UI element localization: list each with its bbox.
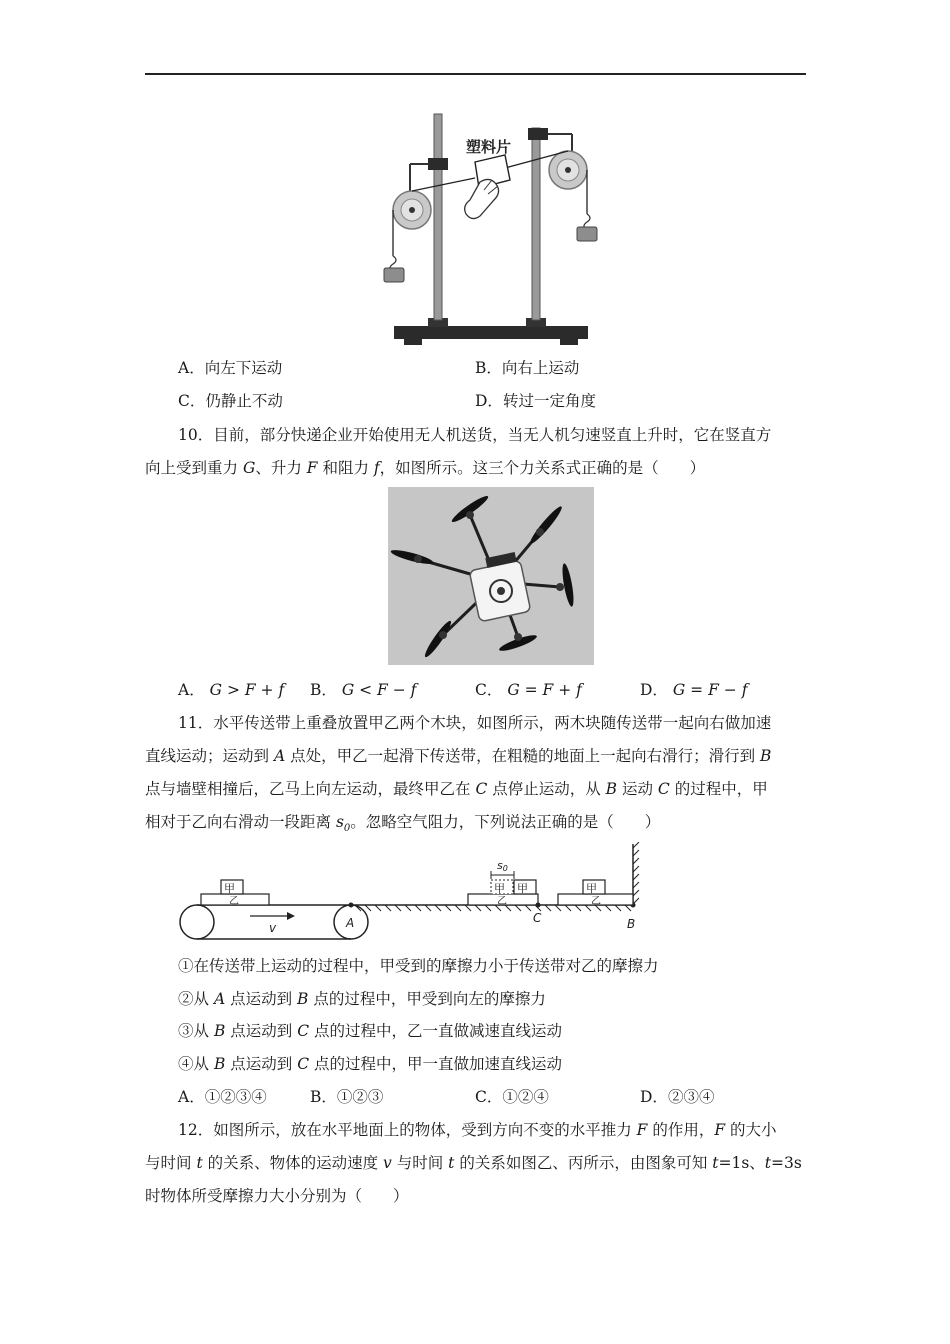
q11-line-4: 相对于乙向右滑动一段距离 $s_0$。忽略空气阻力，下列说法正确的是（ ） bbox=[145, 813, 661, 835]
q10-option-a[interactable]: A． G > F + f bbox=[178, 681, 285, 699]
block-top-2: 甲 bbox=[517, 882, 528, 895]
drone-photo bbox=[388, 487, 594, 665]
q11-option-b[interactable]: B．①②③ bbox=[310, 1088, 384, 1106]
q11-line-1: 11．水平传送带上重叠放置甲乙两个木块，如图所示，两木块随传送带一起向右做加速 bbox=[178, 714, 772, 732]
q11-statement-1: ①在传送带上运动的过程中，甲受到的摩擦力小于传送带对乙的摩擦力 bbox=[178, 957, 659, 975]
plastic-card-label: 塑料片 bbox=[466, 138, 512, 156]
q10-line-2: 向上受到重力 G、升力 F 和阻力 f，如图所示。这三个力关系式正确的是（ ） bbox=[145, 459, 706, 477]
q10-option-d[interactable]: D． G = F − f bbox=[640, 681, 748, 699]
q9-option-a[interactable]: A．向左下运动 bbox=[178, 359, 283, 377]
left-roller bbox=[180, 905, 214, 939]
q12-line-3: 时物体所受摩擦力大小分别为（ ） bbox=[145, 1187, 409, 1205]
q11-option-c[interactable]: C．①②④ bbox=[475, 1088, 549, 1106]
label-v: v bbox=[269, 921, 277, 935]
block-top-ghost: 甲 bbox=[494, 882, 505, 895]
q11-line-2: 直线运动；运动到 A 点处，甲乙一起滑下传送带，在粗糙的地面上一起向右滑行；滑行到 B bbox=[145, 747, 772, 765]
block-bottom-1: 乙 bbox=[229, 896, 239, 907]
q10-line-1: 10．目前，部分快递企业开始使用无人机送货，当无人机匀速竖直上升时，它在竖直方 bbox=[178, 426, 772, 444]
q11-line-3: 点与墙壁相撞后，乙马上向左运动，最终甲乙在 C 点停止运动，从 B 运动 C 的过程中，甲 bbox=[145, 780, 768, 798]
pulley-apparatus-figure bbox=[380, 110, 610, 350]
block-bottom-2: 乙 bbox=[497, 896, 507, 907]
right-rod bbox=[532, 128, 540, 320]
hand-icon bbox=[465, 179, 499, 218]
q12-line-2: 与时间 t 的关系、物体的运动速度 v 与时间 t 的关系如图乙、丙所示，由图象可知 t=1s、t=3s bbox=[145, 1154, 802, 1172]
label-c: C bbox=[533, 911, 542, 925]
q9-option-c[interactable]: C．仍静止不动 bbox=[178, 392, 283, 410]
conveyor-belt-figure bbox=[175, 842, 655, 947]
block-top-3: 甲 bbox=[586, 882, 597, 895]
right-weight bbox=[577, 227, 597, 241]
label-b: B bbox=[627, 917, 636, 931]
q12-line-1: 12．如图所示，放在水平地面上的物体，受到方向不变的水平推力 F 的作用，F 的大小 bbox=[178, 1121, 777, 1139]
q9-option-b[interactable]: B．向右上运动 bbox=[475, 359, 580, 377]
label-s0: s0 bbox=[497, 859, 508, 873]
q11-statement-3: ③从 B 点运动到 C 点的过程中，乙一直做减速直线运动 bbox=[178, 1022, 562, 1040]
q9-option-d[interactable]: D．转过一定角度 bbox=[475, 392, 596, 410]
header-rule bbox=[145, 73, 806, 75]
left-weight bbox=[384, 268, 404, 282]
label-a: A bbox=[346, 916, 355, 930]
q11-statement-4: ④从 B 点运动到 C 点的过程中，甲一直做加速直线运动 bbox=[178, 1055, 562, 1073]
block-bottom-3: 乙 bbox=[591, 896, 601, 907]
q11-option-d[interactable]: D．②③④ bbox=[640, 1088, 715, 1106]
q10-option-c[interactable]: C． G = F + f bbox=[475, 681, 582, 699]
q10-option-b[interactable]: B． G < F − f bbox=[310, 681, 417, 699]
q11-statement-2: ②从 A 点运动到 B 点的过程中，甲受到向左的摩擦力 bbox=[178, 990, 546, 1008]
stand-base bbox=[394, 326, 588, 339]
block-top-1: 甲 bbox=[224, 882, 235, 895]
q11-option-a[interactable]: A．①②③④ bbox=[178, 1088, 267, 1106]
left-rod bbox=[434, 114, 442, 320]
